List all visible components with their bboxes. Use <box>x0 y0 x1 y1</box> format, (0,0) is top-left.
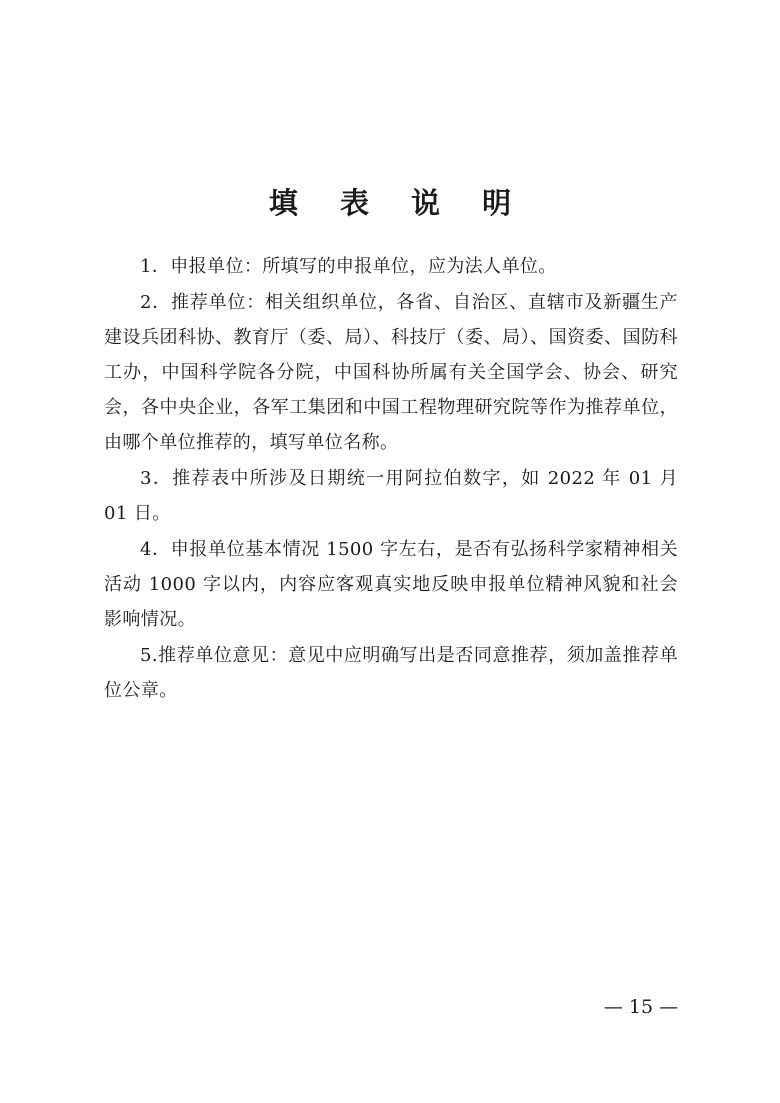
instruction-item-3: 3．推荐表中所涉及日期统一用阿拉伯数字，如 2022 年 01 月 01 日。 <box>104 468 678 524</box>
instruction-item-1: 1．申报单位：所填写的申报单位，应为法人单位。 <box>140 256 557 277</box>
page-title: 填 表 说 明 <box>268 186 528 220</box>
instruction-item-4: 4．申报单位基本情况 1500 字左右，是否有弘扬科学家精神相关活动 1000 字以内，内容应客观真实地反映申报单位精神风貌和社会影响情况。 <box>104 539 678 630</box>
instructions-body <box>104 249 678 708</box>
instruction-item-2: 2．推荐单位：相关组织单位，各省、自治区、直辖市及新疆生产建设兵团科协、教育厅（委、局）、科技厅（委、局）、国资委、国防科工办，中国科学院各分院，中国科协所属有关全国学会、协会、研究会，各中央企业，各军工集团和中国工程物理研究院等作为推荐单位，由哪个单位推荐的，填写单位名称。 <box>104 292 678 453</box>
page-number: — 15 — <box>603 996 679 1018</box>
instruction-item-5: 5.推荐单位意见：意见中应明确写出是否同意推荐，须加盖推荐单位公章。 <box>104 645 678 701</box>
